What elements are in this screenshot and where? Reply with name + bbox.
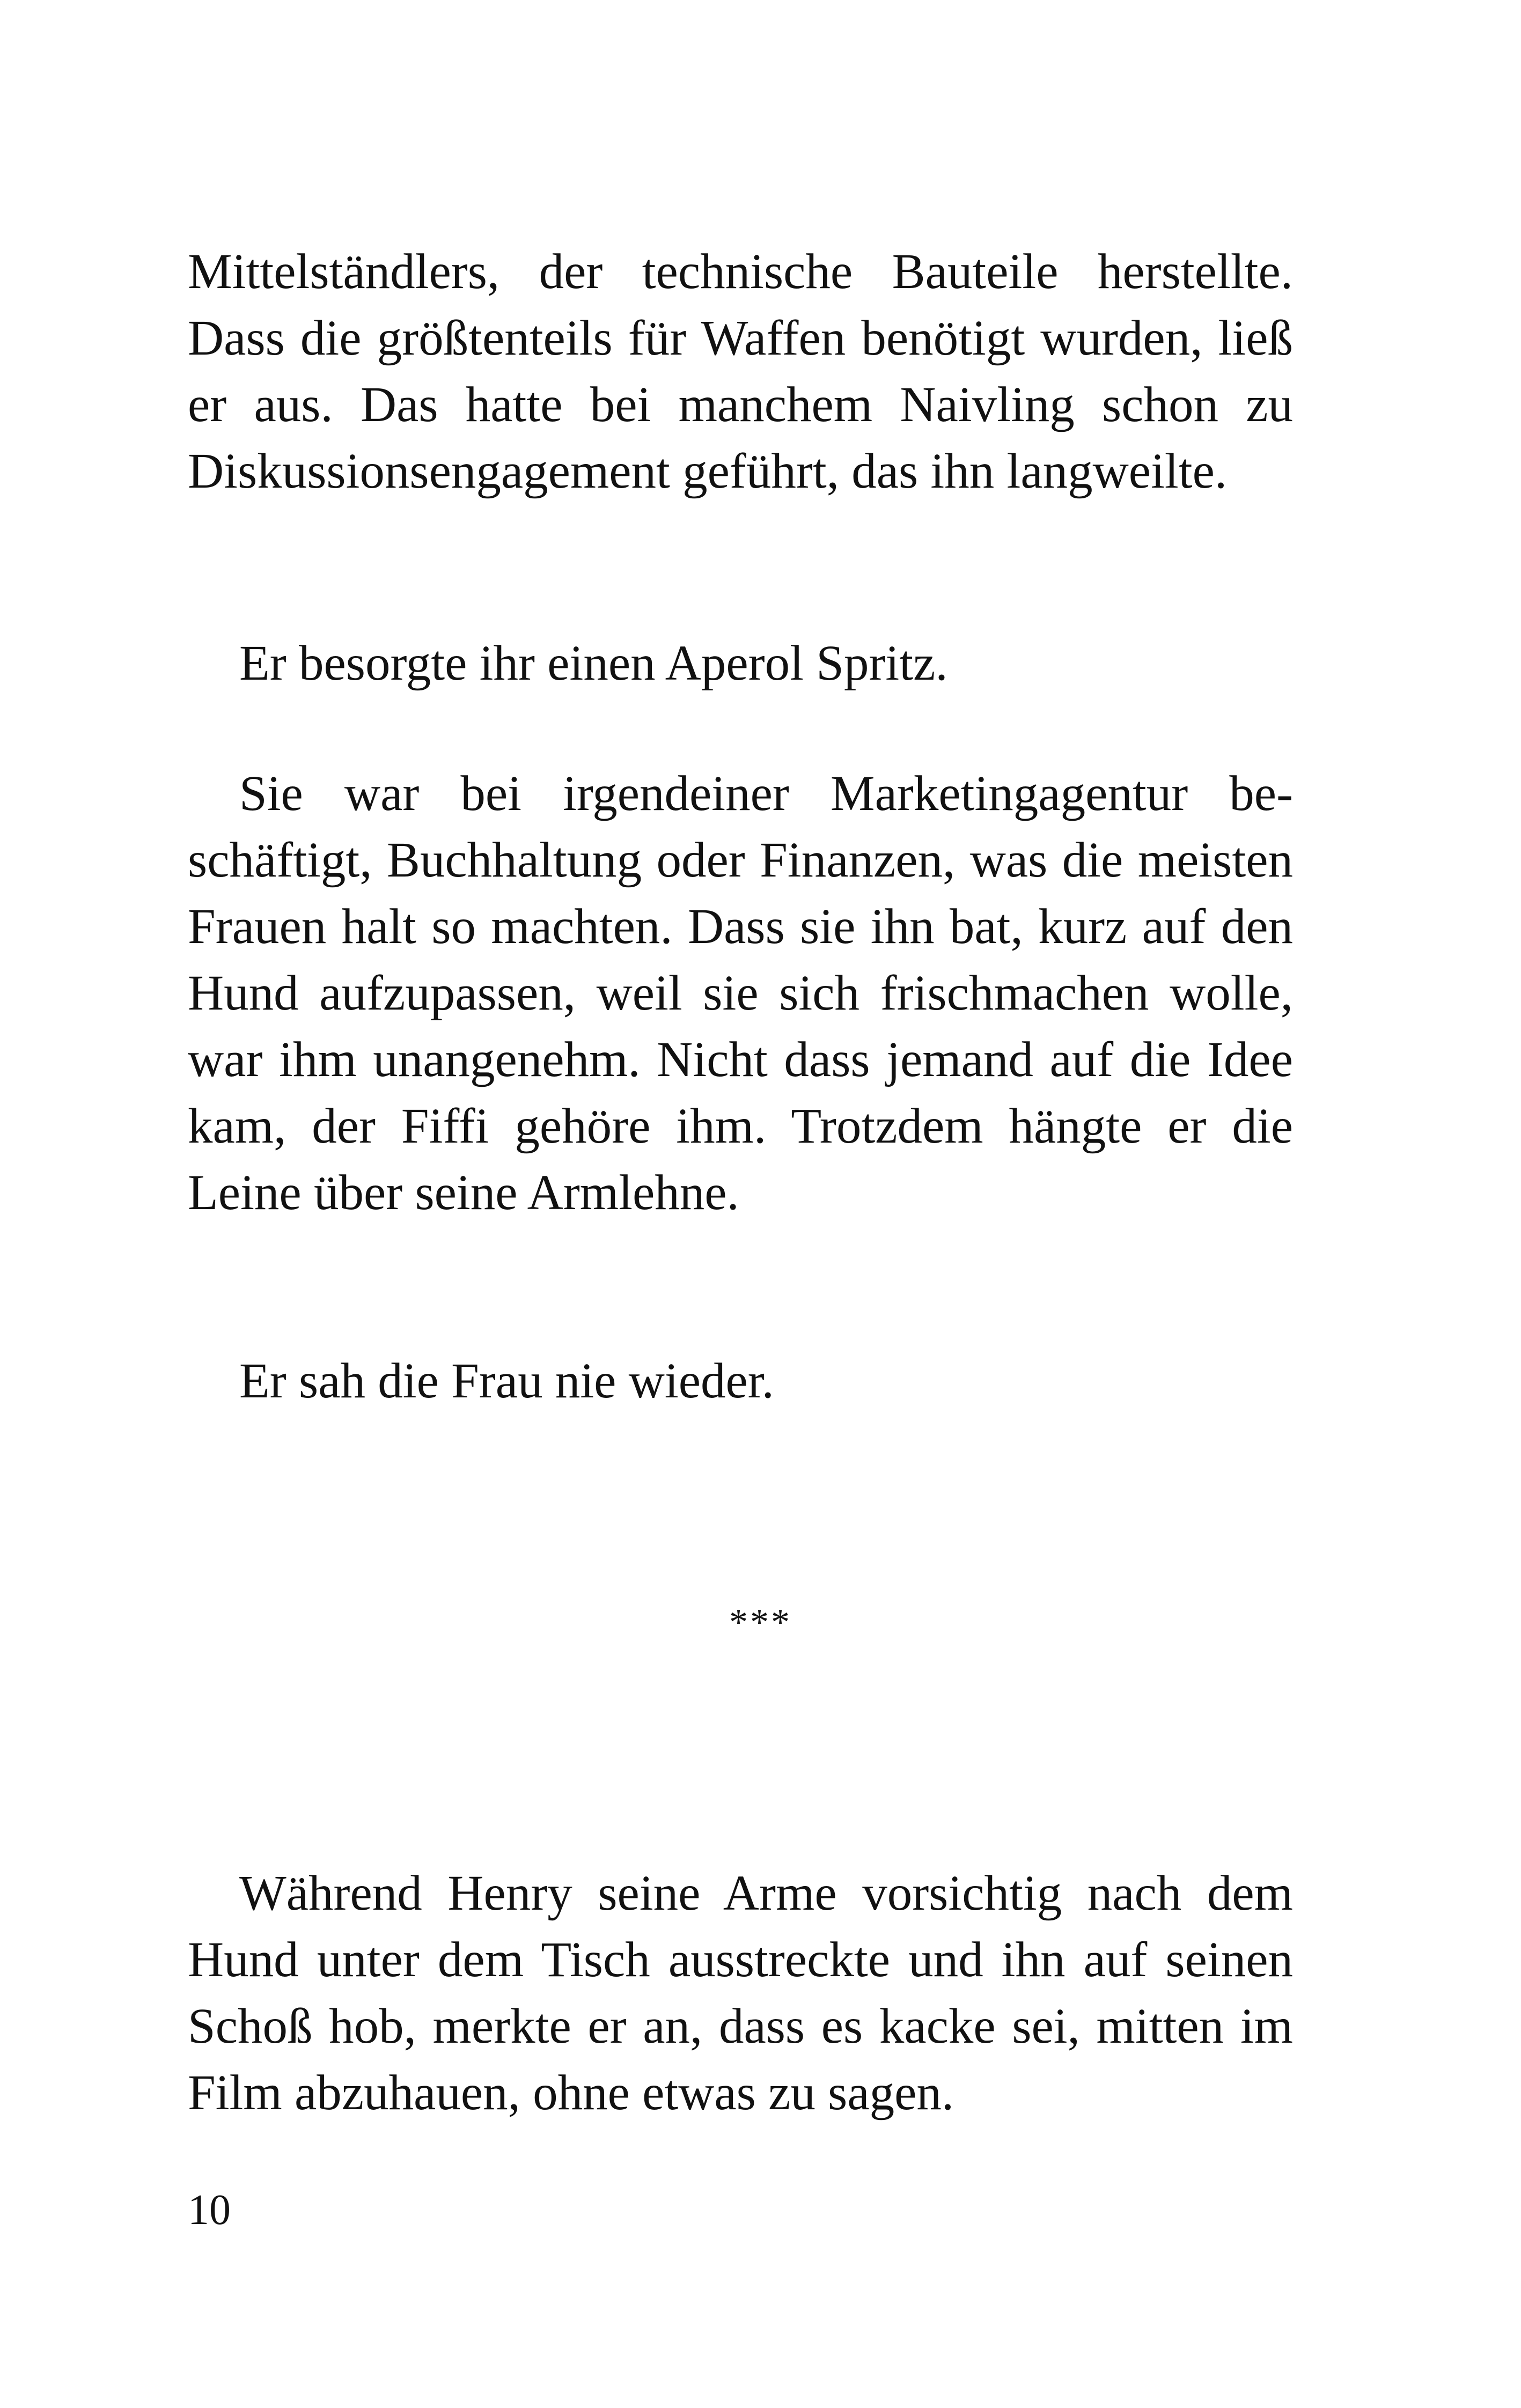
paragraph-1-block: [188, 239, 1293, 505]
paragraph-3-block: [188, 761, 1293, 1226]
section-separator: ***: [729, 1602, 792, 1643]
paragraph-3: Sie war bei irgendeiner Marketingagentur beschäftigt, Buchhaltung oder Finanzen, was die meisten Frauen halt so machten. Dass sie ihn bat, kurz auf den Hund aufzupassen, weil sie sich frischmachen wolle, war ihm unangenehm. Nicht dass jemand auf die Idee kam, der Fiffi gehöre ihm. Trotzdem hängte er die Leine über seine Armlehne.: [188, 766, 1293, 1220]
paragraph-2-block: [188, 630, 1293, 697]
closing-paragraph-block: [188, 1860, 1293, 2126]
paragraph-1: Mittelständlers, der technische Bauteile herstellte. Dass die größtenteils für Waffen benötigt wurden, ließ er aus. Das hatte bei manchem Naivling schon zu Diskussionsengagement geführt, das ihn langweilte.: [188, 244, 1293, 499]
paragraph-4-block: [188, 1348, 1293, 1415]
closing-paragraph: Während Henry seine Arme vorsichtig nach dem Hund unter dem Tisch ausstreckte und ihn auf seinen Schoß hob, merkte er an, dass es kacke sei, mitten im Film abzuhauen, ohne etwas zu sagen.: [188, 1866, 1293, 2120]
paragraph-4: Er sah die Frau nie wieder.: [239, 1353, 774, 1409]
paragraph-2: Er besorgte ihr einen Aperol Spritz.: [239, 636, 948, 691]
page-number: 10: [188, 2186, 231, 2234]
